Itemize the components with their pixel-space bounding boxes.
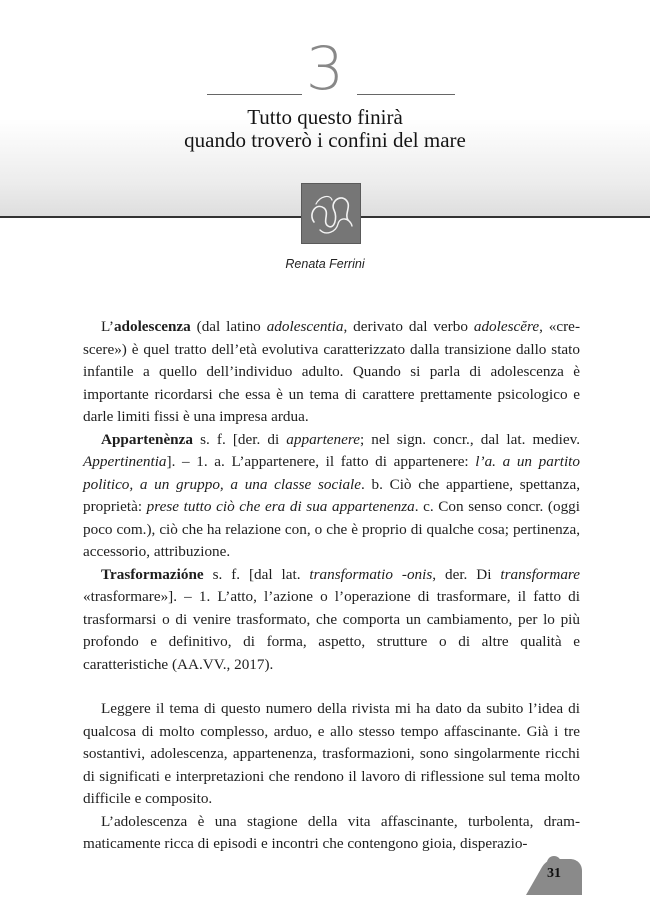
italic-phrase: adolescentia bbox=[266, 318, 344, 335]
paragraph bbox=[83, 564, 580, 677]
text-run: ]. – 1. a. L’appartenere, il fatto di appartenere: bbox=[166, 453, 476, 470]
text-run: «trasformare»]. – 1. L’atto, l’azione o l’operazione di trasformare, il fatto di trasformarsi o di venire trasformato, che comporta un cambiamento, per lo più profondo e definitivo, di forma, aspetto, strutture o di altre qualità e caratteristiche (AA.VV., 2017). bbox=[83, 588, 580, 673]
wave-emblem-icon bbox=[301, 183, 361, 244]
term-headword: Trasformazióne bbox=[101, 565, 204, 583]
text-run: s. f. [der. di bbox=[192, 430, 287, 448]
italic-phrase: prese tutto ciò che era di sua appartenenza bbox=[146, 498, 415, 515]
text-run: . c. Con senso concr. (oggi poco com.), ciò che ha relazione con, o che è proprio di qualche cosa; pertinenza, accessorio, attribuzione. bbox=[83, 498, 580, 560]
text-run: Leggere il tema di questo numero della rivista mi ha dato da subito l’idea di qualcosa di molto complesso, arduo, e allo stesso tempo affascinante. Già i tre sostantivi, adolescenza, appartenenza, trasformazioni, sono singolarmente ricchi di significati e interpretazioni che rendono il lavoro di riflessione sul tema molto difficile e composito. bbox=[83, 700, 580, 807]
chapter-number: 3 bbox=[305, 34, 345, 104]
text-run: , der. Di bbox=[432, 565, 501, 583]
chapter-title-line-2: quando troverò i confini del mare bbox=[184, 128, 466, 152]
page-number: 31 bbox=[547, 866, 561, 881]
paragraph bbox=[83, 811, 580, 856]
text-run: , «crescere») è quel tratto dell’età evolutiva caratterizzato dalla transizione dallo stato infantile a quello dell’individuo adulto. Quando si parla di adolescenza è importante ricordarsi che essa è un tema di carattere prettamente psicologico e darle limiti fissi è una impresa ardua. bbox=[83, 318, 580, 425]
paragraph bbox=[83, 698, 580, 811]
term-headword: adolescenza bbox=[113, 318, 191, 335]
italic-phrase: transformatio -onis bbox=[309, 565, 433, 583]
text-run: s. f. [dal lat. bbox=[203, 565, 310, 583]
paragraph bbox=[83, 316, 580, 429]
italic-phrase: adolescĕre bbox=[473, 318, 540, 335]
chapter-title bbox=[0, 106, 650, 152]
text-run: L’ bbox=[101, 318, 114, 335]
text-run: (dal latino bbox=[190, 318, 267, 335]
italic-phrase: appartenere bbox=[286, 430, 360, 448]
chapter-number-rule-right bbox=[357, 94, 455, 95]
italic-phrase: Appertinentia bbox=[83, 453, 167, 470]
author-name: Renata Ferrini bbox=[285, 257, 365, 271]
article-body bbox=[83, 316, 580, 856]
paragraph bbox=[83, 429, 580, 564]
italic-phrase: transformare bbox=[500, 565, 581, 583]
text-run: ; nel sign. concr., dal lat. mediev. bbox=[359, 430, 580, 448]
text-run: . b. Ciò che appartiene, spettanza, proprietà: bbox=[83, 475, 580, 515]
text-run: L’adolescenza è una stagione della vita affascinante, turbolenta, drammaticamente ricca di episodi e incontri che contengono gioia, disperazio- bbox=[83, 812, 580, 852]
chapter-title-line-1: Tutto questo finirà bbox=[247, 105, 403, 129]
italic-phrase: l’a. a un partito politico, a un gruppo, a una classe sociale bbox=[83, 453, 580, 493]
term-headword: Appartenènza bbox=[101, 430, 193, 448]
text-run: , derivato dal verbo bbox=[343, 318, 474, 335]
